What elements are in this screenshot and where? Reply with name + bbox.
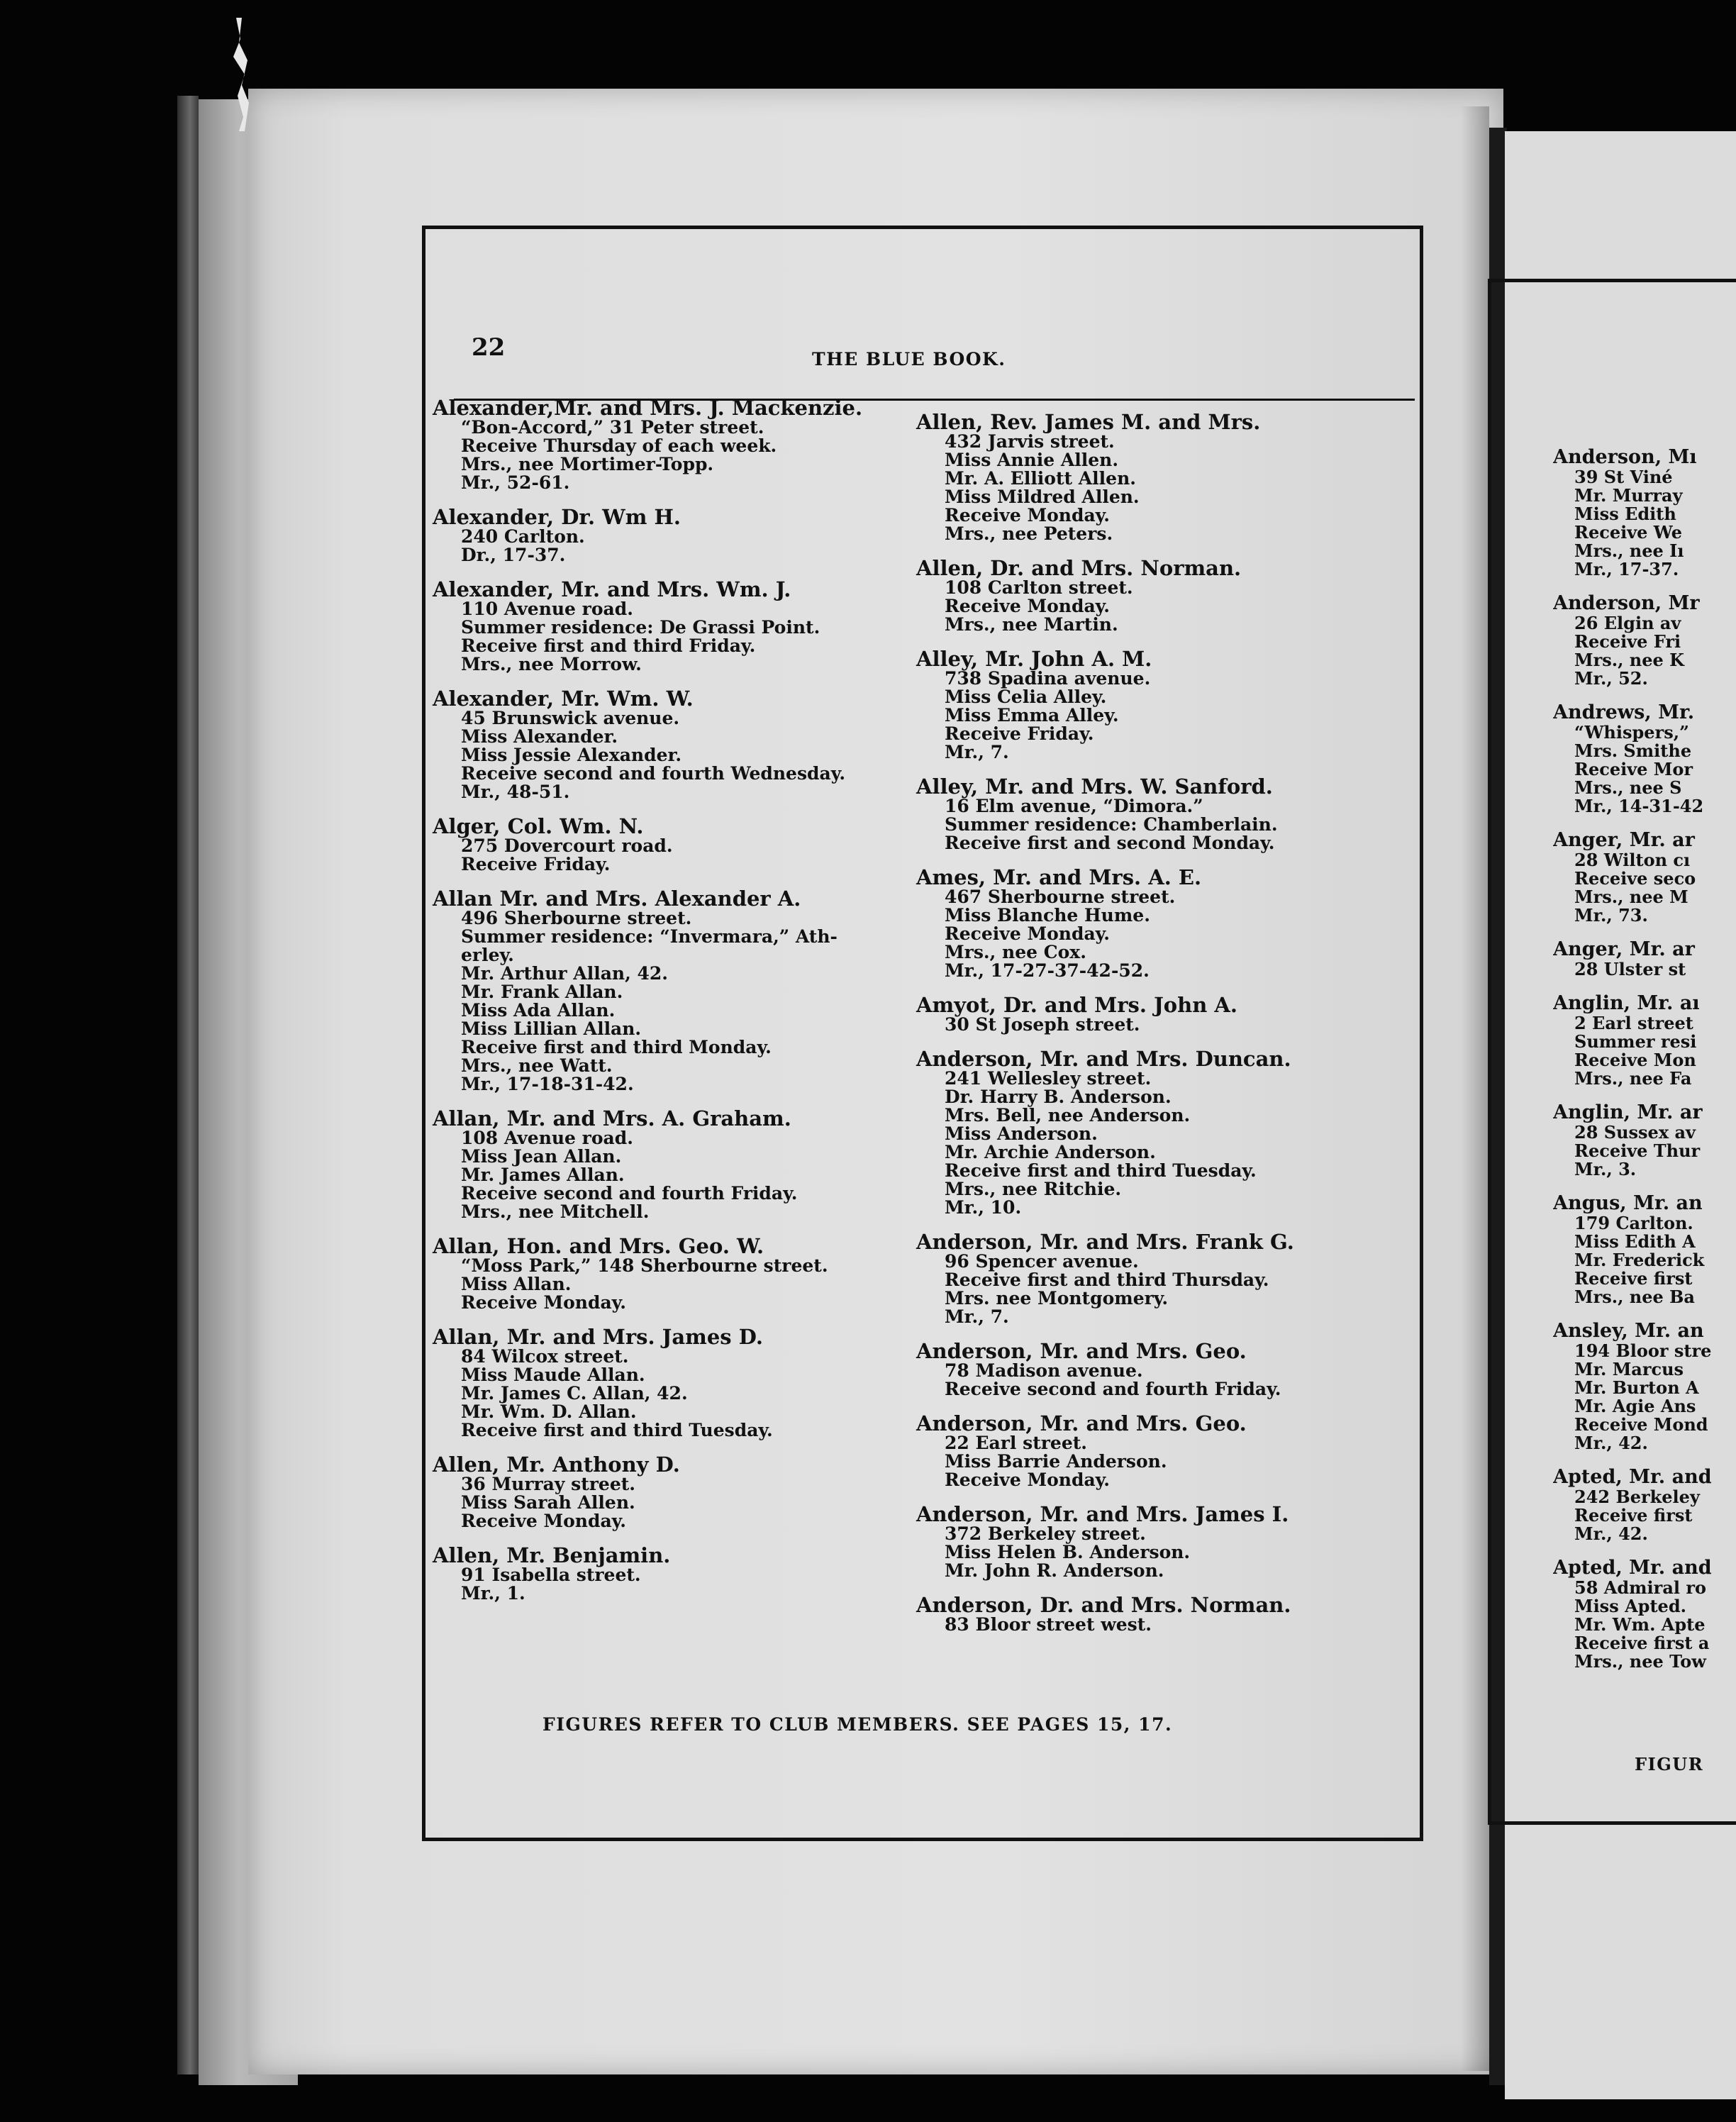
entry-name: Anderson, Mr. and Mrs. Geo. [916,1339,1247,1363]
entry-detail-line: 96 Spencer avenue. [945,1251,1139,1272]
entry-detail-line: Mr. John R. Anderson. [945,1560,1164,1581]
entry-detail-line: Receive Thur [1574,1140,1701,1161]
directory-entry [433,506,915,565]
entry-detail-line: Miss Maude Allan. [461,1365,645,1385]
directory-entry [433,1235,915,1312]
entry-detail-line: Mr., 7. [945,1306,1009,1327]
entry-detail-line: 36 Murray street. [461,1474,635,1494]
directory-entry [433,1108,915,1221]
entry-name: Anger, Mr. ar [1553,829,1695,851]
directory-entry [1553,447,1736,579]
directory-entry [1553,830,1736,925]
entry-detail-line: Mr. Agie Ans [1574,1396,1696,1416]
entry-detail-line: Mr., 52. [1574,668,1648,689]
directory-entry [1553,1193,1736,1306]
entry-detail-line: Mr., 7. [945,742,1009,762]
entry-name: Alexander,Mr. and Mrs. J. Mackenzie. [433,396,863,420]
entry-name: Anderson, Dr. and Mrs. Norman. [916,1593,1291,1617]
directory-entry [916,776,1398,852]
directory-entry [916,557,1398,634]
entry-detail-line: Mrs., nee Cox. [945,942,1086,962]
entry-detail-line: Mrs. Smithe [1574,740,1692,761]
page-footer-note: FIGURES REFER TO CLUB MEMBERS. SEE PAGES 15, 17. [542,1714,1173,1735]
entry-name: Apted, Mr. and [1553,1466,1712,1488]
page-header [472,333,1415,383]
entry-detail-line: Mrs. Bell, nee Anderson. [945,1105,1191,1126]
entry-detail-line: 179 Carlton. [1574,1213,1693,1233]
torn-paper-scrap [223,18,252,131]
entry-name: Alexander, Mr. Wm. W. [433,687,694,711]
entry-name: Alger, Col. Wm. N. [433,814,644,838]
directory-entry [916,994,1398,1034]
entry-detail-line: Mr., 10. [945,1197,1022,1218]
entry-detail-line: Receive We [1574,522,1683,543]
entry-detail-line: Receive first and third Thursday. [945,1270,1269,1290]
entry-detail-line: Mr., 17-27-37-42-52. [945,960,1150,981]
entry-detail-line: Summer residence: Chamberlain. [945,814,1278,835]
entry-detail-line: 2 Earl street [1574,1013,1693,1033]
page-number: 22 [472,333,506,362]
directory-entry [916,1340,1398,1399]
entry-detail-line: Mrs., nee Martin. [945,614,1118,635]
entry-detail-line: Miss Edith A [1574,1231,1696,1252]
entry-name: Anglin, Mr. aı [1553,992,1700,1014]
entry-detail-line: 58 Admiral ro [1574,1577,1706,1598]
entry-name: Anderson, Mı [1553,447,1697,468]
entry-detail-line: Miss Celia Alley. [945,687,1107,707]
entry-detail-line: 108 Carlton street. [945,577,1133,598]
entry-name: Anderson, Mr. and Mrs. James I. [916,1502,1289,1526]
entry-detail-line: Mr., 14-31-42 [1574,796,1704,816]
running-title: THE BLUE BOOK. [812,349,1006,370]
entry-detail-line: Mrs., nee M [1574,887,1688,907]
entry-name: Anderson, Mr. and Mrs. Duncan. [916,1047,1291,1071]
entry-detail-line: Miss Anderson. [945,1123,1098,1144]
entry-detail-line: 26 Elgin av [1574,613,1681,633]
entry-name: Apted, Mr. and [1553,1557,1712,1579]
entry-detail-line: Mrs., nee Morrow. [461,654,642,674]
entry-detail-line: Receive Mor [1574,759,1693,779]
entry-detail-line: 194 Bloor stre [1574,1340,1712,1361]
entry-detail-line: Mr. Burton A [1574,1377,1699,1398]
entry-detail-line: Mrs., nee Mitchell. [461,1201,650,1222]
book-spine [177,96,199,2074]
entry-detail-line: Receive first [1574,1505,1693,1526]
entry-detail-line: 39 St Viné [1574,467,1673,487]
directory-entry [916,1594,1398,1634]
entry-detail-line: Mr. Murray [1574,485,1683,506]
directory-entry [916,867,1398,980]
entry-detail-line: Mr. Wm. Apte [1574,1614,1706,1635]
directory-entry [916,1048,1398,1217]
entry-name: Andrews, Mr. [1553,701,1695,723]
entry-detail-line: Dr. Harry B. Anderson. [945,1087,1172,1107]
entry-detail-line: Miss Sarah Allen. [461,1492,635,1513]
directory-entry [433,397,915,492]
entry-detail-line: Mr. Arthur Allan, 42. [461,963,668,984]
entry-detail-line: Mrs., nee Ba [1574,1287,1695,1307]
directory-entry [1553,702,1736,816]
entry-detail-line: Receive first and third Friday. [461,635,756,656]
entry-name: Amyot, Dr. and Mrs. John A. [916,993,1237,1017]
entry-detail-line: 110 Avenue road. [461,599,633,619]
entry-detail-line: Receive Monday. [945,596,1111,616]
entry-detail-line: Mr. Frank Allan. [461,982,623,1002]
entry-detail-line: Mr., 42. [1574,1433,1648,1453]
entry-name: Ames, Mr. and Mrs. A. E. [916,865,1202,889]
entry-detail-line: Receive Monday. [945,1470,1111,1490]
entry-detail-line: Receive Friday. [945,723,1094,744]
entry-detail-line: Miss Edith [1574,504,1676,524]
entry-detail-line: 432 Jarvis street. [945,431,1115,452]
entry-name: Allen, Dr. and Mrs. Norman. [916,556,1242,580]
entry-name: Anglin, Mr. ar [1553,1101,1703,1123]
entry-name: Alexander, Dr. Wm H. [433,505,681,529]
directory-entry [1553,1321,1736,1452]
entry-detail-line: Summer residence: De Grassi Point. [461,617,820,638]
directory-entry [1553,1102,1736,1179]
entry-detail-line: Miss Allan. [461,1274,572,1294]
entry-name: Allan Mr. and Mrs. Alexander A. [433,887,801,911]
entry-detail-line: Mrs., nee S [1574,777,1682,798]
entry-name: Alley, Mr. John A. M. [916,647,1152,671]
entry-detail-line: 30 St Joseph street. [945,1014,1140,1035]
entry-detail-line: Receive seco [1574,868,1696,889]
directory-entry [1553,1557,1736,1671]
entry-detail-line: Receive first [1574,1268,1693,1289]
directory-column-right [916,411,1398,1648]
directory-entry [433,1326,915,1440]
entry-detail-line: Mr. James Allan. [461,1165,625,1185]
entry-detail-line: 738 Spadina avenue. [945,668,1151,689]
entry-detail-line: Mr. A. Elliott Allen. [945,468,1136,489]
entry-detail-line: Receive first and third Monday. [461,1037,772,1057]
directory-entry [433,688,915,801]
entry-detail-line: Mr., 3. [1574,1159,1637,1179]
entry-detail-line: Mrs., nee Mortimer-Topp. [461,454,714,474]
entry-detail-line: Receive Monday. [461,1292,627,1313]
entry-detail-line: Receive Friday. [461,854,611,874]
entry-detail-line: Mrs., nee Fa [1574,1068,1692,1089]
entry-detail-line: Mrs., nee K [1574,650,1684,670]
entry-detail-line: Receive Thursday of each week. [461,435,777,456]
entry-detail-line: erley. [461,945,514,965]
entry-detail-line: 496 Sherbourne street. [461,908,692,928]
entry-detail-line: Receive second and fourth Friday. [945,1379,1281,1399]
entry-detail-line: Mr., 73. [1574,905,1648,926]
entry-detail-line: 45 Brunswick avenue. [461,708,680,728]
entry-detail-line: Mrs., nee Peters. [945,523,1113,544]
entry-detail-line: Mr., 42. [1574,1523,1648,1544]
entry-detail-line: 275 Dovercourt road. [461,835,673,856]
entry-detail-line: Miss Jessie Alexander. [461,745,682,765]
entry-detail-line: Dr., 17-37. [461,545,566,565]
entry-name: Anderson, Mr [1553,592,1700,614]
directory-column-left [433,397,915,1617]
entry-name: Angus, Mr. an [1553,1192,1703,1214]
entry-detail-line: Receive first a [1574,1633,1710,1653]
entry-detail-line: Receive Monday. [461,1511,627,1531]
directory-entry [916,411,1398,543]
directory-entry [433,816,915,874]
directory-entry [433,1545,915,1603]
directory-entry [433,1454,915,1531]
entry-detail-line: Miss Emma Alley. [945,705,1119,726]
directory-entry [1553,593,1736,688]
entry-detail-line: Summer residence: “Invermara,” Ath- [461,926,838,947]
entry-detail-line: 467 Sherbourne street. [945,887,1176,907]
entry-detail-line: Receive Fri [1574,631,1681,652]
entry-name: Alley, Mr. and Mrs. W. Sanford. [916,774,1273,799]
entry-detail-line: 28 Sussex av [1574,1122,1696,1143]
entry-detail-line: Receive Mond [1574,1414,1708,1435]
next-page-footer: FIGUR [1635,1754,1704,1774]
entry-detail-line: Mr. Marcus [1574,1359,1684,1379]
entry-detail-line: Miss Blanche Hume. [945,905,1150,926]
entry-name: Allan, Mr. and Mrs. James D. [433,1325,763,1349]
entry-detail-line: Mrs. nee Montgomery. [945,1288,1169,1309]
entry-detail-line: “Bon-Accord,” 31 Peter street. [461,417,764,438]
entry-detail-line: 242 Berkeley [1574,1487,1700,1507]
entry-detail-line: 84 Wilcox street. [461,1346,629,1367]
entry-detail-line: Receive second and fourth Friday. [461,1183,798,1204]
entry-detail-line: 22 Earl street. [945,1433,1087,1453]
entry-detail-line: Miss Lillian Allan. [461,1018,642,1039]
entry-detail-line: 28 Wilton cı [1574,850,1691,870]
entry-detail-line: Miss Alexander. [461,726,618,747]
entry-detail-line: Mrs., nee Ritchie. [945,1179,1122,1199]
entry-detail-line: 16 Elm avenue, “Dimora.” [945,796,1203,816]
entry-detail-line: 91 Isabella street. [461,1565,641,1585]
entry-detail-line: 78 Madison avenue. [945,1360,1143,1381]
entry-name: Allen, Mr. Benjamin. [433,1543,671,1567]
entry-name: Allan, Hon. and Mrs. Geo. W. [433,1234,764,1258]
entry-name: Allan, Mr. and Mrs. A. Graham. [433,1106,791,1131]
entry-detail-line: Mrs., nee Tow [1574,1651,1706,1672]
entry-detail-line: Mr., 52-61. [461,472,570,493]
entry-detail-line: Miss Helen B. Anderson. [945,1542,1191,1562]
entry-detail-line: Receive Monday. [945,923,1111,944]
entry-detail-line: Receive first and third Tuesday. [461,1420,773,1440]
entry-detail-line: 83 Bloor street west. [945,1614,1152,1635]
entry-name: Anger, Mr. ar [1553,938,1695,960]
entry-detail-line: Mr., 17-18-31-42. [461,1074,634,1094]
directory-entry [433,579,915,674]
entry-detail-line: Mrs., nee Iı [1574,540,1684,561]
entry-name: Allen, Rev. James M. and Mrs. [916,410,1261,434]
directory-entry [916,1231,1398,1326]
directory-entry [1553,1467,1736,1543]
directory-entry [916,1413,1398,1489]
next-page-column [1553,447,1736,1794]
entry-detail-line: Mr. Archie Anderson. [945,1142,1156,1162]
entry-detail-line: 108 Avenue road. [461,1128,633,1148]
entry-detail-line: Miss Mildred Allen. [945,487,1140,507]
entry-detail-line: Summer resi [1574,1031,1697,1052]
directory-entry [916,648,1398,762]
entry-detail-line: Miss Annie Allen. [945,450,1119,470]
entry-detail-line: Receive first and third Tuesday. [945,1160,1257,1181]
entry-detail-line: Miss Apted. [1574,1596,1686,1616]
entry-detail-line: Mr., 48-51. [461,782,570,802]
entry-detail-line: 241 Wellesley street. [945,1068,1152,1089]
directory-entry [916,1504,1398,1580]
directory-entry [1553,939,1736,979]
entry-name: Allen, Mr. Anthony D. [433,1452,680,1477]
entry-detail-line: Receive second and fourth Wednesday. [461,763,846,784]
directory-entry [1553,993,1736,1088]
page-curl-shadow [1461,106,1489,2071]
entry-detail-line: Mr. James C. Allan, 42. [461,1383,688,1404]
entry-detail-line: Miss Barrie Anderson. [945,1451,1167,1472]
entry-detail-line: “Moss Park,” 148 Sherbourne street. [461,1255,828,1276]
entry-detail-line: Mr. Frederick [1574,1250,1705,1270]
entry-detail-line: 240 Carlton. [461,526,585,547]
entry-detail-line: Mr. Wm. D. Allan. [461,1401,637,1422]
entry-detail-line: Miss Jean Allan. [461,1146,622,1167]
entry-name: Anderson, Mr. and Mrs. Geo. [916,1411,1247,1435]
entry-detail-line: Miss Ada Allan. [461,1000,616,1021]
entry-name: Anderson, Mr. and Mrs. Frank G. [916,1230,1294,1254]
entry-name: Ansley, Mr. an [1553,1320,1704,1342]
entry-detail-line: Receive Mon [1574,1050,1696,1070]
entry-detail-line: 372 Berkeley street. [945,1523,1146,1544]
entry-detail-line: Mr., 1. [461,1583,525,1604]
entry-detail-line: Mr., 17-37. [1574,559,1679,579]
entry-detail-line: 28 Ulster st [1574,959,1686,979]
entry-detail-line: Mrs., nee Watt. [461,1055,613,1076]
entry-detail-line: Receive Monday. [945,505,1111,526]
entry-detail-line: Receive first and second Monday. [945,833,1275,853]
directory-entry [433,888,915,1094]
entry-detail-line: “Whispers,” [1574,722,1689,743]
entry-name: Alexander, Mr. and Mrs. Wm. J. [433,577,791,601]
